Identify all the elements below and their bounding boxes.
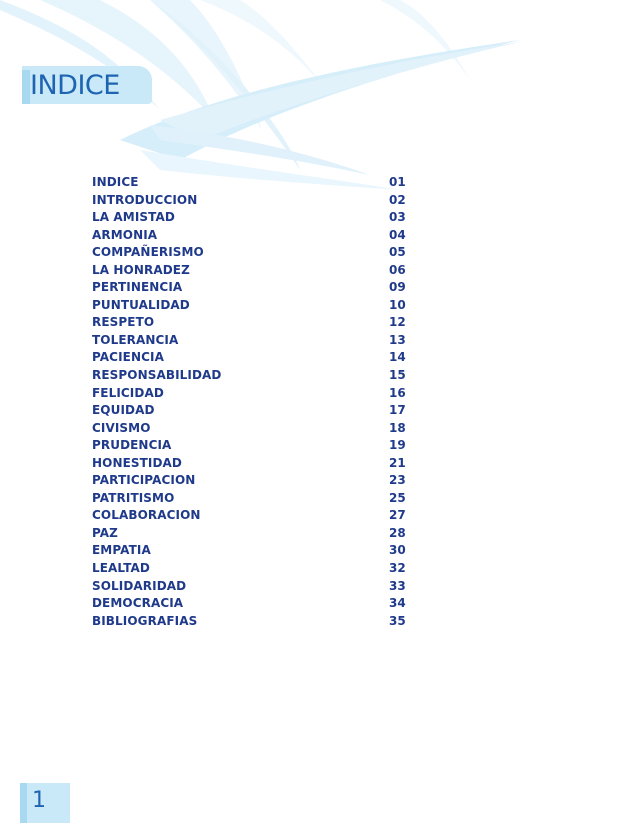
toc-entry-page: 25 [389, 490, 406, 505]
toc-entry [92, 385, 422, 403]
toc-entry-label: RESPETO [92, 315, 155, 330]
page-number-edge [20, 783, 27, 823]
toc-entry [92, 349, 422, 367]
toc-entry-page: 01 [389, 175, 406, 189]
toc-entry-label: INDICE [92, 175, 139, 189]
toc-entry-page: 28 [389, 525, 406, 540]
toc-entry-label: HONESTIDAD [92, 455, 182, 470]
toc-entry-page: 04 [389, 227, 406, 242]
toc-entry [92, 279, 422, 297]
page-title: INDICE [30, 70, 120, 101]
toc-entry-page: 30 [389, 543, 406, 558]
toc-entry-label: COLABORACION [92, 508, 201, 523]
toc-entry [92, 455, 422, 473]
toc-entry [92, 613, 422, 631]
toc-entry-label: PUNTUALIDAD [92, 297, 190, 312]
toc-entry [92, 174, 422, 192]
toc-entry-label: RESPONSABILIDAD [92, 368, 222, 383]
toc-entry-label: PACIENCIA [92, 350, 164, 365]
toc-entry-page: 27 [389, 508, 406, 523]
toc-entry-page: 17 [389, 403, 406, 418]
toc-entry [92, 490, 422, 508]
toc-entry-label: COMPAÑERISMO [92, 245, 204, 260]
toc-entry [92, 297, 422, 315]
toc-entry-label: EMPATIA [92, 543, 151, 558]
toc-entry-label: FELICIDAD [92, 385, 164, 400]
toc-entry [92, 332, 422, 350]
toc-entry [92, 227, 422, 245]
toc-entry [92, 262, 422, 280]
toc-entry [92, 192, 422, 210]
toc-entry-label: BIBLIOGRAFIAS [92, 613, 198, 628]
toc-entry [92, 244, 422, 262]
toc-entry [92, 420, 422, 438]
toc-entry-label: PATRITISMO [92, 490, 175, 505]
toc-entry [92, 578, 422, 596]
toc-entry-page: 06 [389, 262, 406, 277]
toc-entry-page: 09 [389, 280, 406, 295]
toc-entry-page: 32 [389, 561, 406, 576]
toc-entry-label: EQUIDAD [92, 403, 155, 418]
toc-entry-page: 23 [389, 473, 406, 488]
toc-entry-page: 16 [389, 385, 406, 400]
toc-entry-label: SOLIDARIDAD [92, 578, 187, 593]
toc-entry-page: 12 [389, 315, 406, 330]
toc-entry-label: PARTICIPACION [92, 473, 196, 488]
toc-entry [92, 560, 422, 578]
toc-entry [92, 209, 422, 227]
toc-entry [92, 507, 422, 525]
toc-entry-page: 10 [389, 297, 406, 312]
toc-entry-label: PERTINENCIA [92, 280, 183, 295]
toc-entry-label: TOLERANCIA [92, 332, 179, 347]
toc-entry-page: 19 [389, 438, 406, 453]
toc-entry-label: LEALTAD [92, 561, 150, 576]
toc-entry-label: PAZ [92, 525, 118, 540]
toc-entry [92, 595, 422, 613]
toc-entry-page: 18 [389, 420, 406, 435]
toc-entry [92, 437, 422, 455]
toc-entry [92, 314, 422, 332]
toc-entry-label: DEMOCRACIA [92, 596, 184, 611]
toc-entry [92, 472, 422, 490]
toc-entry-page: 13 [389, 332, 406, 347]
toc-entry-label: CIVISMO [92, 420, 151, 435]
toc-entry-label: INTRODUCCION [92, 192, 198, 207]
toc-entry [92, 542, 422, 560]
page-number: 1 [32, 788, 46, 813]
toc-entry-page: 34 [389, 596, 406, 611]
toc-entry-page: 35 [389, 613, 406, 628]
toc-entry-label: LA AMISTAD [92, 210, 175, 225]
toc-entry-label: PRUDENCIA [92, 438, 172, 453]
toc-entry [92, 525, 422, 543]
toc-entry-page: 33 [389, 578, 406, 593]
toc-entry-page: 21 [389, 455, 406, 470]
toc-entry-label: LA HONRADEZ [92, 262, 190, 277]
toc-entry-page: 14 [389, 350, 406, 365]
table-of-contents [92, 174, 422, 630]
toc-entry-page: 03 [389, 210, 406, 225]
toc-entry-label: ARMONIA [92, 227, 158, 242]
toc-entry-page: 15 [389, 368, 406, 383]
toc-entry-page: 05 [389, 245, 406, 260]
toc-entry [92, 367, 422, 385]
title-tab-edge [22, 70, 30, 104]
toc-entry [92, 402, 422, 420]
toc-entry-page: 02 [389, 192, 406, 207]
